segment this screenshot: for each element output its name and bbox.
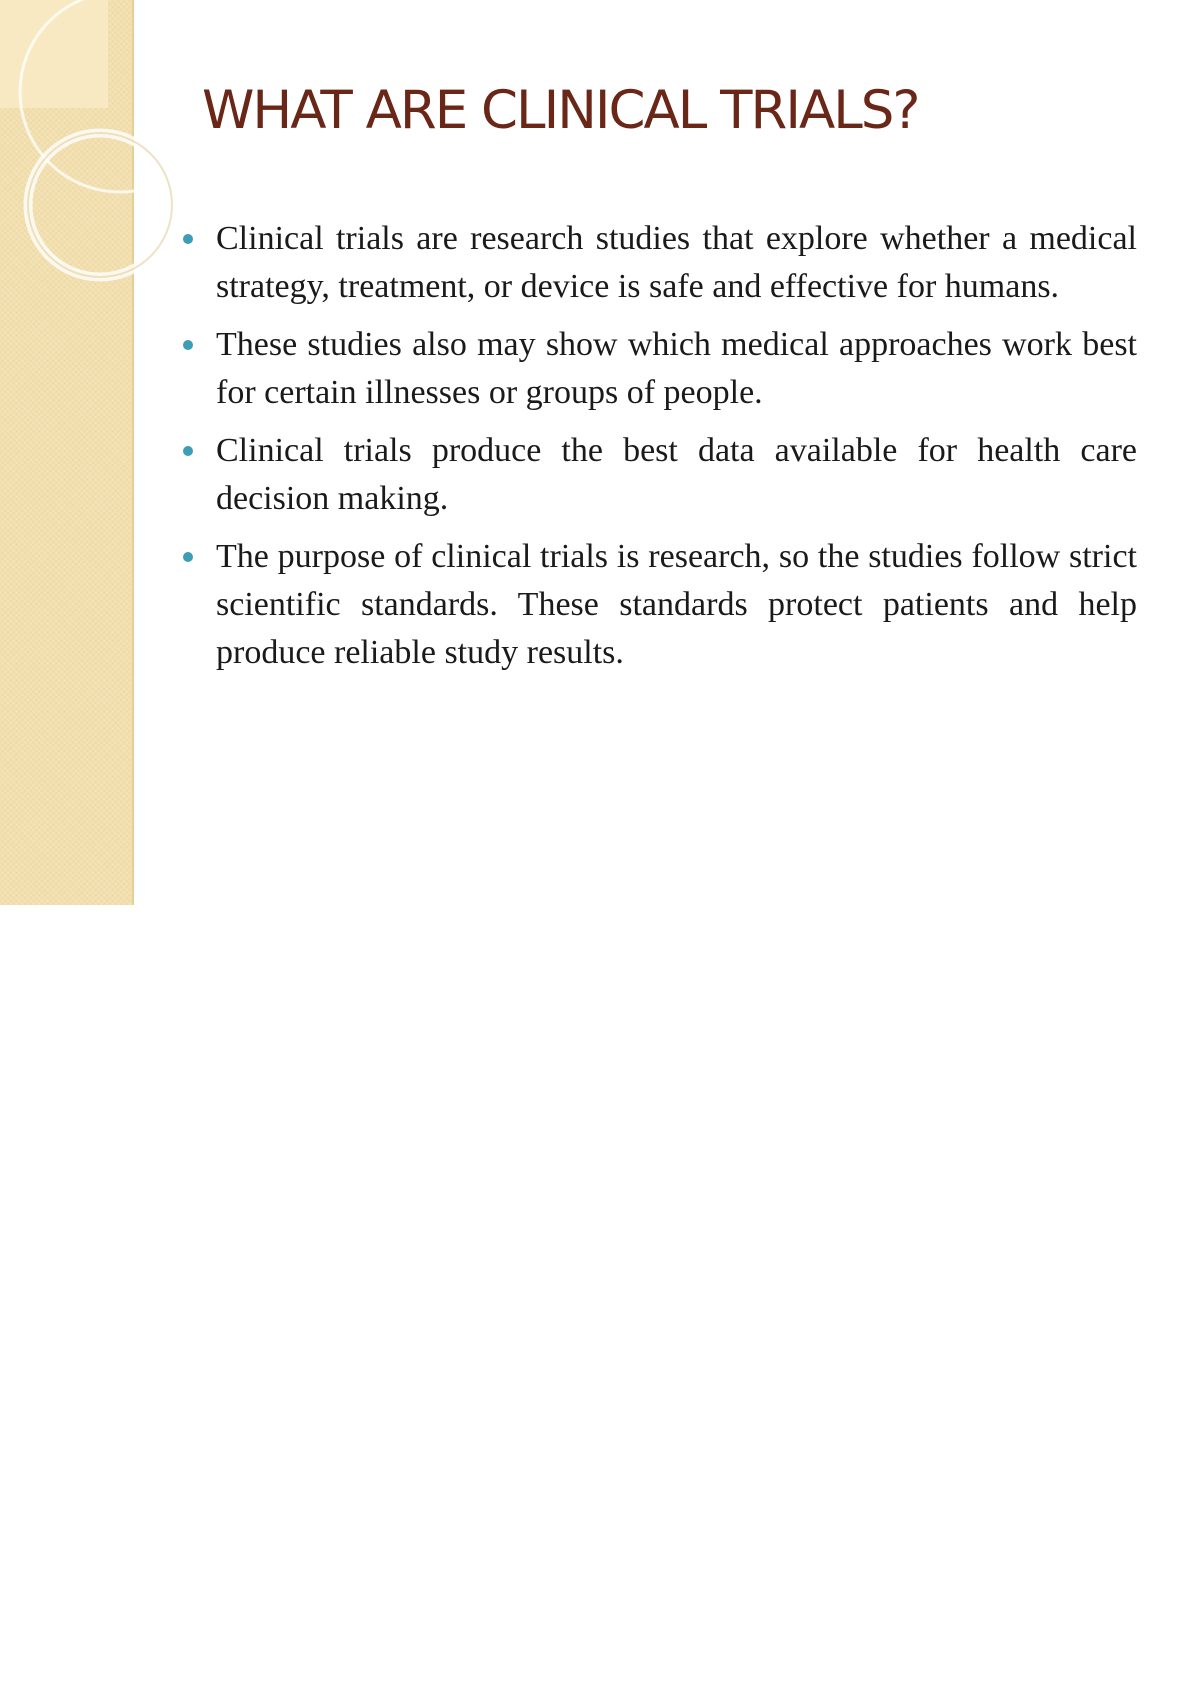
decorative-side-panel <box>0 0 134 905</box>
bullet-text: These studies also may show which medical approaches work best for certain illnesses or groups of people. <box>216 326 1137 411</box>
circle-ornament-icon <box>0 0 140 320</box>
bullet-text: Clinical trials are research studies that explore whether a medical strategy, treatment, or device is safe and effective for humans. <box>216 220 1137 305</box>
bullet-dot-icon <box>183 234 193 244</box>
bullet-dot-icon <box>183 552 193 562</box>
bullet-dot-icon <box>183 340 193 350</box>
slide-title: WHAT ARE CLINICAL TRIALS? <box>202 80 919 141</box>
bullet-list <box>180 215 1137 687</box>
bullet-text: The purpose of clinical trials is research, so the studies follow strict scientific standards. These standards protect patients and help produce reliable study results. <box>216 538 1137 671</box>
bullet-item <box>180 533 1137 677</box>
bullet-dot-icon <box>183 446 193 456</box>
bullet-item <box>180 321 1137 417</box>
bullet-item <box>180 215 1137 311</box>
bullet-item <box>180 427 1137 523</box>
bullet-text: Clinical trials produce the best data available for health care decision making. <box>216 432 1137 517</box>
